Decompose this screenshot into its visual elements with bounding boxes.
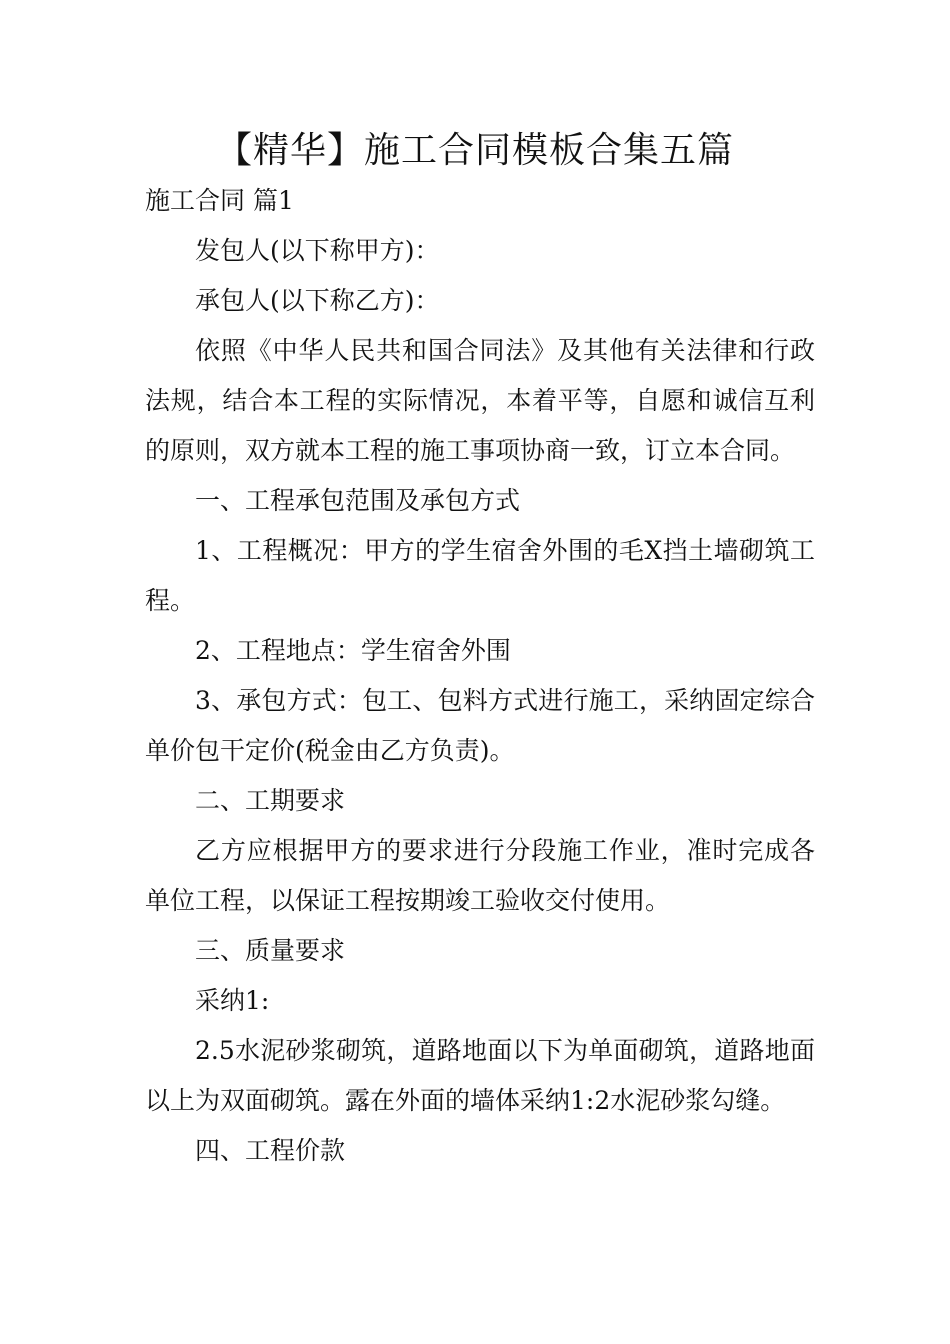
paragraph-location: 2、工程地点：学生宿舍外围 (195, 636, 511, 665)
document-title: 【精华】施工合同模板合集五篇 (215, 130, 734, 171)
paragraph-overview: 1、工程概况：甲方的学生宿舍外围的毛X挡土墙砌筑工程。 (145, 536, 815, 615)
paragraph-preamble: 依照《中华人民共和国合同法》及其他有关法律和行政法规，结合本工程的实际情况，本着平等，自愿和诚信互利的原则，双方就本工程的施工事项协商一致，订立本合同。 (145, 336, 815, 465)
paragraph-contractor: 承包人(以下称乙方)： (195, 286, 440, 315)
paragraph-employer: 发包人(以下称甲方)： (195, 236, 440, 265)
heading-price: 四、工程价款 (195, 1136, 346, 1165)
paragraph-quality-detail: 2.5水泥砂浆砌筑，道路地面以下为单面砌筑，道路地面以上为双面砌筑。露在外面的墙体采纳1:2水泥砂浆勾缝。 (145, 1036, 815, 1115)
document-body (145, 176, 815, 1176)
heading-schedule: 二、工期要求 (195, 786, 346, 815)
heading-quality: 三、质量要求 (195, 936, 346, 965)
section-heading: 施工合同 篇1 (145, 186, 294, 215)
paragraph-schedule: 乙方应根据甲方的要求进行分段施工作业，准时完成各单位工程，以保证工程按期竣工验收交付使用。 (145, 836, 815, 915)
paragraph-quality-ratio: 采纳1: (195, 986, 270, 1015)
heading-scope: 一、工程承包范围及承包方式 (195, 486, 521, 515)
paragraph-contract-method: 3、承包方式：包工、包料方式进行施工，采纳固定综合单价包干定价(税金由乙方负责)。 (145, 686, 815, 765)
